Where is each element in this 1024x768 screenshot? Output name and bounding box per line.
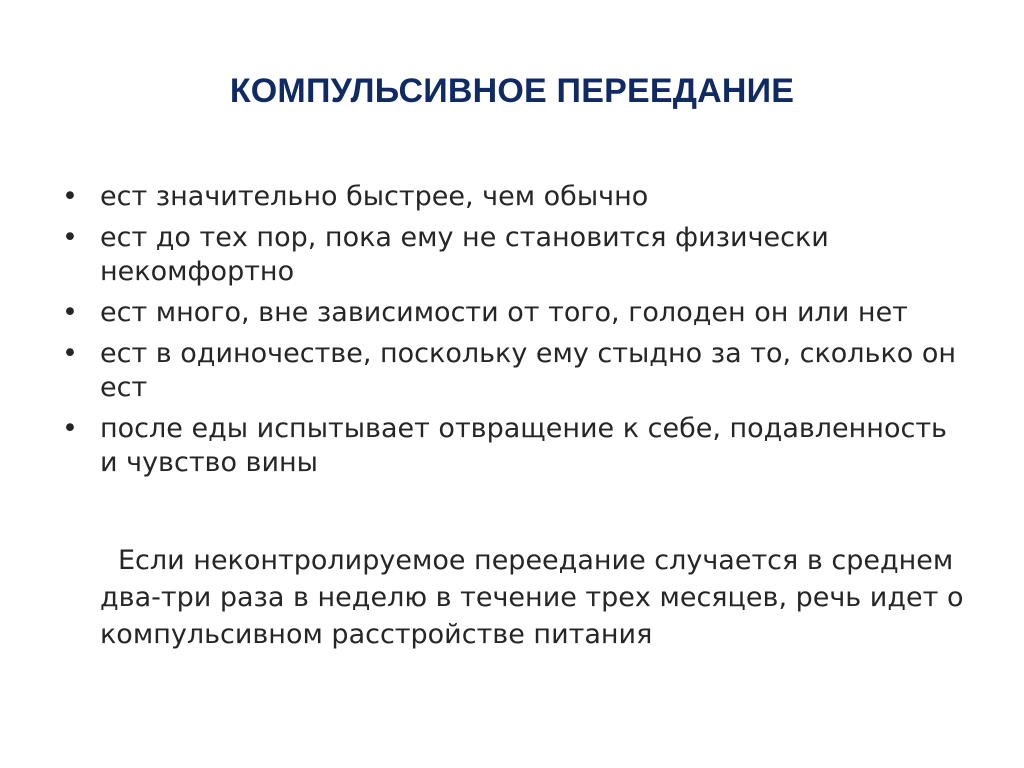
bullet-text: ест в одиночестве, поскольку ему стыдно за то, сколько он ест: [100, 338, 957, 403]
bullet-item: [60, 337, 960, 405]
slide-title: КОМПУЛЬСИВНОЕ ПЕРЕЕДАНИЕ: [229, 72, 795, 110]
bullet-text: ест до тех пор, пока ему не становится физически некомфортно: [100, 222, 829, 287]
bullet-text: ест значительно быстрее, чем обычно: [100, 181, 649, 212]
bullet-icon: •: [62, 297, 78, 328]
bullet-icon: •: [62, 181, 78, 212]
bullet-icon: •: [62, 222, 78, 253]
bullet-icon: •: [62, 413, 78, 444]
summary-note: Если неконтролируемое переедание случается в среднем два-три раза в неделю в течение трех месяцев, речь идет о компульсивном расстройстве питания: [100, 545, 964, 650]
bullet-text: после еды испытывает отвращение к себе, подавленность и чувство вины: [100, 413, 947, 478]
bullet-icon: •: [62, 338, 78, 369]
bullet-list: [60, 180, 960, 487]
bullet-item: [60, 412, 960, 480]
bullet-text: ест много, вне зависимости от того, голоден он или нет: [100, 297, 908, 328]
bullet-item: [60, 180, 960, 214]
bullet-item: [60, 221, 960, 289]
bullet-item: [60, 296, 960, 330]
